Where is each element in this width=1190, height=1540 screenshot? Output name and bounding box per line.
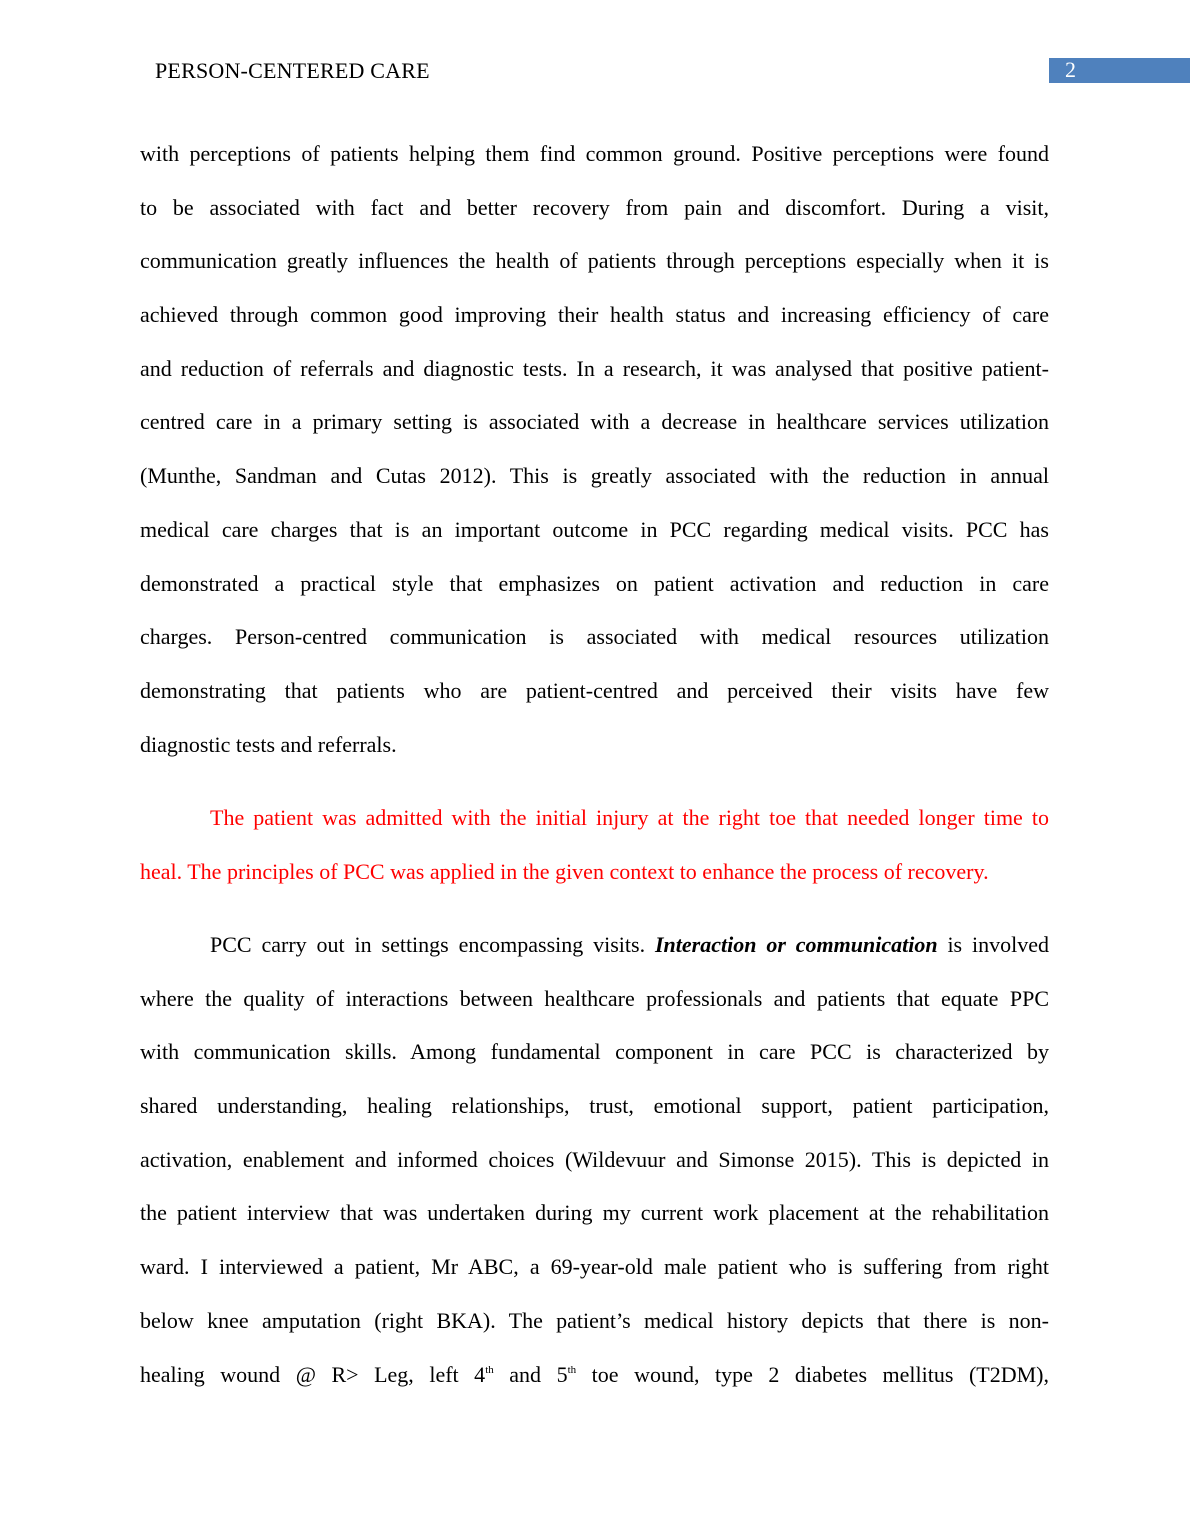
emphasis-text: Interaction or communication xyxy=(654,932,938,957)
text-line: below knee amputation (right BKA). The patient’s medical history depicts that there is non- xyxy=(140,1307,1049,1333)
text-line: medical care charges that is an important outcome in PCC regarding medical visits. PCC has xyxy=(140,516,1049,542)
page-number-box xyxy=(1049,58,1190,83)
text-line: and reduction of referrals and diagnostic tests. In a research, it was analysed that positive patient- xyxy=(140,355,1049,381)
text-run: and 5 xyxy=(493,1361,568,1387)
paragraph-1 xyxy=(140,141,1049,785)
text-line: (Munthe, Sandman and Cutas 2012). This is greatly associated with the reduction in annual xyxy=(140,463,1049,489)
text-line xyxy=(140,1362,1049,1416)
text-line: the patient interview that was undertaken during my current work placement at the rehabilitation xyxy=(140,1200,1049,1226)
text-line: centred care in a primary setting is associated with a decrease in healthcare services utilization xyxy=(140,409,1049,435)
text-line: achieved through common good improving their health status and increasing efficiency of care xyxy=(140,302,1049,328)
superscript: th xyxy=(485,1363,494,1376)
text-run: is involved xyxy=(937,932,1049,957)
text-line: charges. Person-centred communication is associated with medical resources utilization xyxy=(140,624,1049,650)
text-line: communication greatly influences the health of patients through perceptions especially when it is xyxy=(140,248,1049,274)
text-line: to be associated with fact and better recovery from pain and discomfort. During a visit, xyxy=(140,194,1049,220)
text-line: with communication skills. Among fundamental component in care PCC is characterized by xyxy=(140,1039,1049,1065)
text-run: PCC carry out in settings encompassing visits. xyxy=(210,932,655,957)
superscript: th xyxy=(567,1363,577,1376)
text-line xyxy=(140,932,1049,986)
text-line: heal. The principles of PCC was applied in the given context to enhance the process of recovery. xyxy=(140,858,989,884)
paragraph-2-highlighted xyxy=(140,805,1049,912)
text-line: demonstrating that patients who are patient-centred and perceived their visits have few xyxy=(140,677,1049,703)
text-line: with perceptions of patients helping them find common ground. Positive perceptions were found xyxy=(140,141,1049,166)
text-line: demonstrated a practical style that emphasizes on patient activation and reduction in care xyxy=(140,570,1049,596)
text-line: ward. I interviewed a patient, Mr ABC, a 69-year-old male patient who is suffering from right xyxy=(140,1254,1049,1280)
paragraph-3 xyxy=(140,932,1049,1415)
text-line: shared understanding, healing relationships, trust, emotional support, patient participation, xyxy=(140,1093,1049,1119)
text-run: toe wound, type 2 diabetes mellitus (T2DM), xyxy=(576,1361,1049,1387)
running-head: PERSON-CENTERED CARE xyxy=(155,58,430,83)
text-line: diagnostic tests and referrals. xyxy=(140,731,397,757)
text-line: where the quality of interactions between healthcare professionals and patients that equate PPC xyxy=(140,985,1049,1011)
text-line: activation, enablement and informed choices (Wildevuur and Simonse 2015). This is depicted in xyxy=(140,1146,1049,1172)
text-line: The patient was admitted with the initial injury at the right toe that needed longer time to xyxy=(210,805,1049,830)
page-number: 2 xyxy=(1065,57,1076,82)
text-run: healing wound @ R> Leg, left 4 xyxy=(140,1361,486,1387)
